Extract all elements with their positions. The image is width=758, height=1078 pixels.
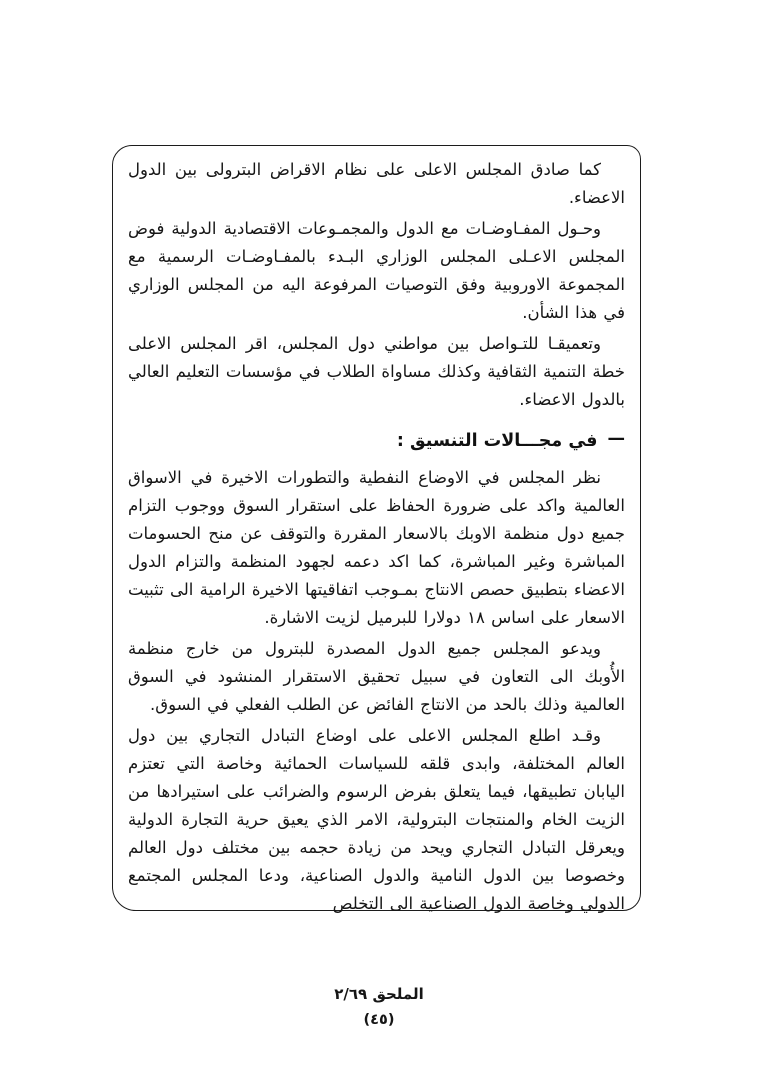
heading-dash-icon: — <box>607 429 625 449</box>
section-heading-coordination <box>128 427 625 455</box>
document-border-frame <box>112 145 641 911</box>
paragraph-trade-exchange: وقـد اطلع المجلس الاعلى على اوضاع التبادل التجاري بين دول العالم المختلفة، وابدى قلقه للسياسات الحمائية وخاصة التي تعتزم اليابان تطبيقها، فيما يتعلق بفرض الرسوم والضرائب على استيرادها من الزيت الخام والمنتجات البترولية، الامر الذي يعيق حرية التجارة الدولية ويعرقل التبادل التجاري ويحد من زيادة حجمه بين مختلف دول العالم وخصوصا بين الدول النامية والدول الصناعية، ودعا المجلس المجتمع الدولي وخاصة الدول الصناعية الى التخلص <box>128 726 625 913</box>
page-footer <box>0 984 758 1029</box>
page-number: (٤٥) <box>363 1012 395 1028</box>
paragraph-negotiations: وحـول المفـاوضـات مع الدول والمجمـوعات الاقتصادية الدولية فوض المجلس الاعـلى المجلس الوزاري البـدء بالمفـاوضـات الرسمية مع المجموعة الاوروبية وفق التوصيات المرفوعة اليه من المجلس الوزاري في هذا الشأن. <box>128 219 625 322</box>
paragraph-petroleum-lending: كما صادق المجلس الاعلى على نظام الاقراض البترولى بين الدول الاعضاء. <box>128 160 625 207</box>
section-heading-label: في مجـــالات التنسيق : <box>396 431 598 451</box>
paragraph-cultural-development: وتعميقـا للتـواصل بين مواطني دول المجلس، اقر المجلس الاعلى خطة التنمية الثقافية وكذلك مساواة الطلاب في مؤسسات التعليم العالي بالدول الاعضاء. <box>128 334 625 409</box>
paragraph-oil-situation: نظر المجلس في الاوضاع النفطية والتطورات الاخيرة في الاسواق العالمية واكد على ضرورة الحفاظ على استقرار السوق ووجوب التزام جميع دول منظمة الاوبك بالاسعار المقررة والتوقف عن منح الحسومات المباشرة وغير المباشرة، كما اكد دعمه لجهود المنظمة والتزام الدول الاعضاء بتطبيق حصص الانتاج بمـوجب اتفاقيتها الاخيرة الرامية الى تثبيت الاسعار على اساس ١٨ دولارا للبرميل لزيت الاشارة. <box>128 468 625 627</box>
paragraph-non-opec-cooperation: ويدعو المجلس جميع الدول المصدرة للبترول من خارج منظمة الأُوبك الى التعاون في سبيل تحقيق الاستقرار المنشود في السوق العالمية وذلك بالحد من الانتاج الفائض عن الطلب الفعلي في السوق. <box>128 639 625 714</box>
annex-label: الملحق ٢/٦٩ <box>334 985 424 1003</box>
